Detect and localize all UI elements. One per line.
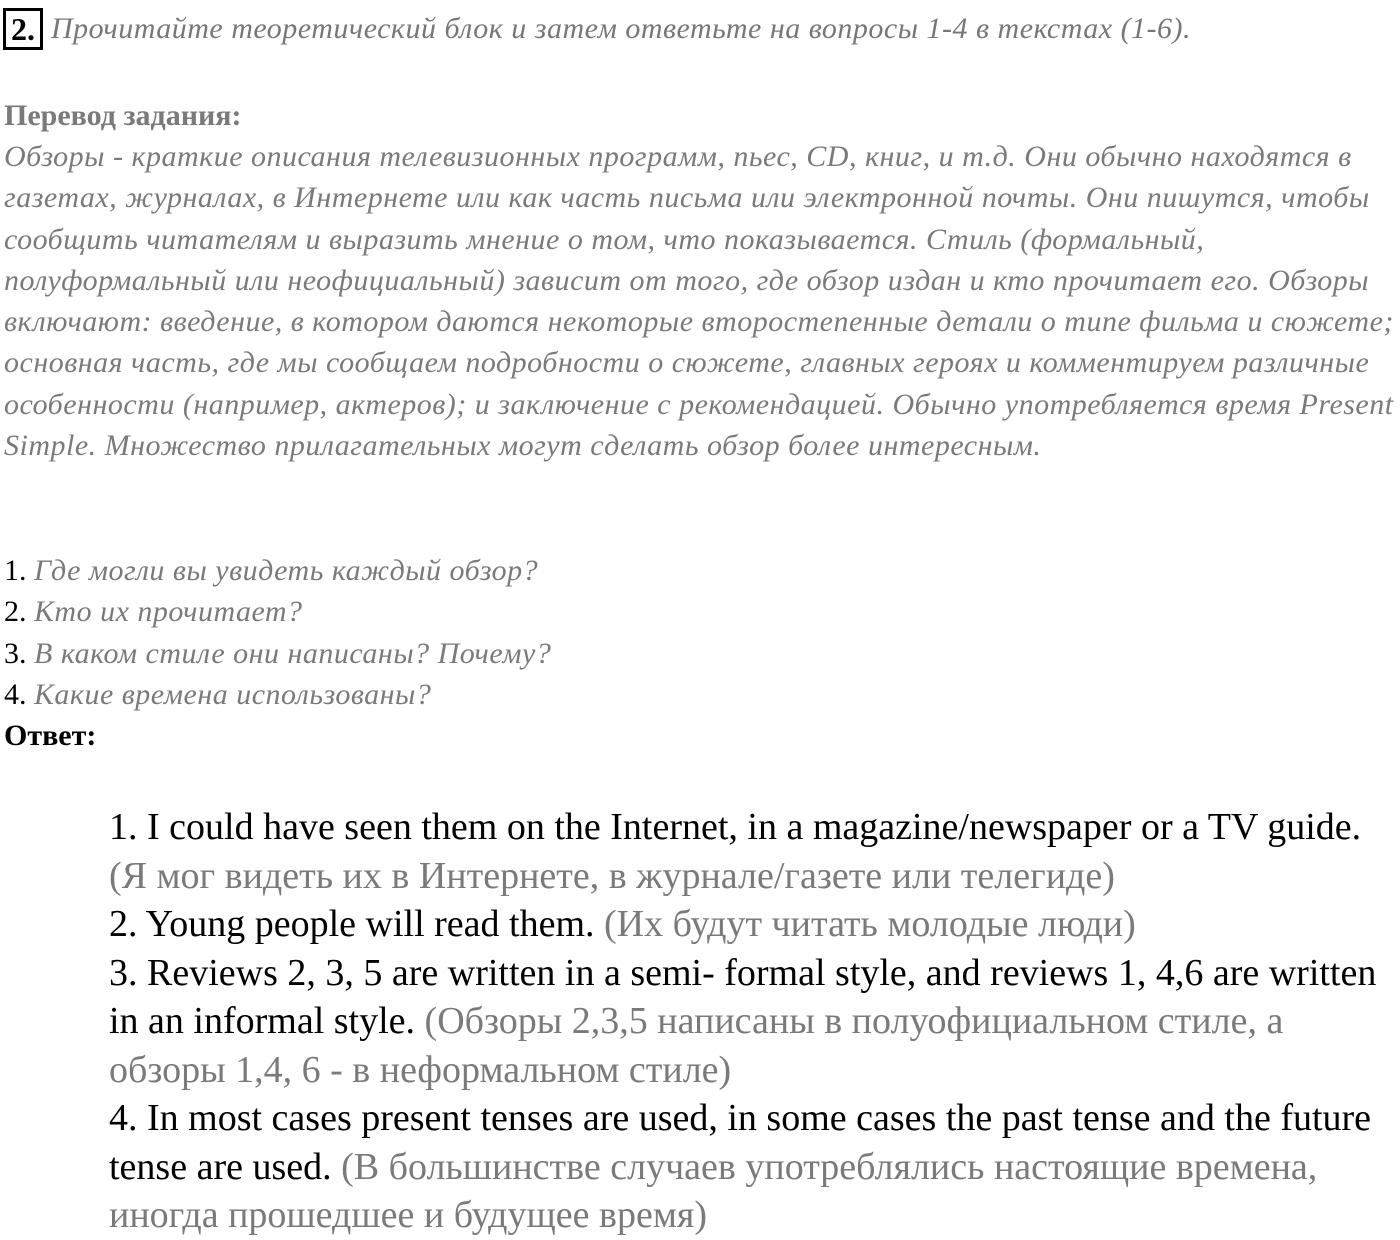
answer-item [109, 949, 1399, 1095]
translation-label: Перевод задания: [4, 99, 242, 132]
answer-english: 1. I could have seen them on the Internet, in a magazine/newspaper or a TV guide. [109, 806, 1362, 848]
questions-list [4, 550, 1398, 715]
question-number: 3. [4, 636, 27, 670]
question-number: 2. [4, 595, 27, 629]
answer-english: 4. In most cases present tenses are used, in some cases the past tense and the future tense are used. [109, 1097, 1372, 1188]
task-number: 2. [3, 8, 43, 50]
question-item [4, 633, 1398, 674]
answer-english: 2. Young people will read them. [109, 903, 595, 945]
question-item [4, 674, 1398, 715]
answer-item [109, 900, 1399, 949]
question-text: Какие времена использованы? [34, 677, 432, 711]
question-text: Где могли вы увидеть каждый обзор? [34, 554, 539, 587]
question-text: Кто их прочитает? [34, 595, 303, 629]
answers-list [109, 803, 1399, 1240]
answer-russian: (В большинстве случаев употреблялись настоящие времена, иногда прошедшее и будущее время) [109, 1145, 1318, 1236]
question-number: 4. [4, 677, 27, 711]
answer-english: 3. Reviews 2, 3, 5 are written in a semi- formal style, and reviews 1, 4,6 are written in an informal style. [109, 951, 1377, 1042]
question-text: В каком стиле они написаны? Почему? [34, 636, 552, 670]
answer-item [109, 803, 1399, 900]
question-item [4, 550, 1398, 591]
answer-russian: (Обзоры 2,3,5 написаны в полуофициальном стиле, а обзоры 1,4, 6 - в неформальном стиле) [109, 1000, 1284, 1091]
translation-text: Обзоры - краткие описания телевизионных программ, пьес, CD, книг, и т.д. Они обычно находятся в газетах, журналах, в Интернете или как часть письма или электронной почты. Они пишутся, чтобы сообщить читателям и выразить мнение о том, что показывается. Стиль (формальный, полуформальный или неофициальный) зависит от того, где обзор издан и кто прочитает его. Обзоры включают: введение, в котором даются некоторые второстепенные детали о типе фильма и сюжете; основная часть, где мы сообщаем подробности о сюжете, главных героях и комментируем различные особенности (например, актеров); и заключение с рекомендацией. Обычно употребляется время Present Simple. Множество прилагательных могут сделать обзор более интересным. [4, 140, 1394, 463]
question-number: 1. [4, 554, 27, 587]
answer-item [109, 1094, 1399, 1240]
task-header [3, 8, 1398, 50]
answer-russian: (Их будут читать молодые люди) [604, 903, 1136, 945]
question-item [4, 591, 1398, 632]
task-instruction: Прочитайте теоретический блок и затем ответьте на вопросы 1-4 в текстах (1-6). [51, 12, 1192, 45]
answer-russian: (Я мог видеть их в Интернете, в журнале/газете или телегиде) [109, 854, 1115, 897]
answer-label: Ответ: [4, 719, 97, 752]
